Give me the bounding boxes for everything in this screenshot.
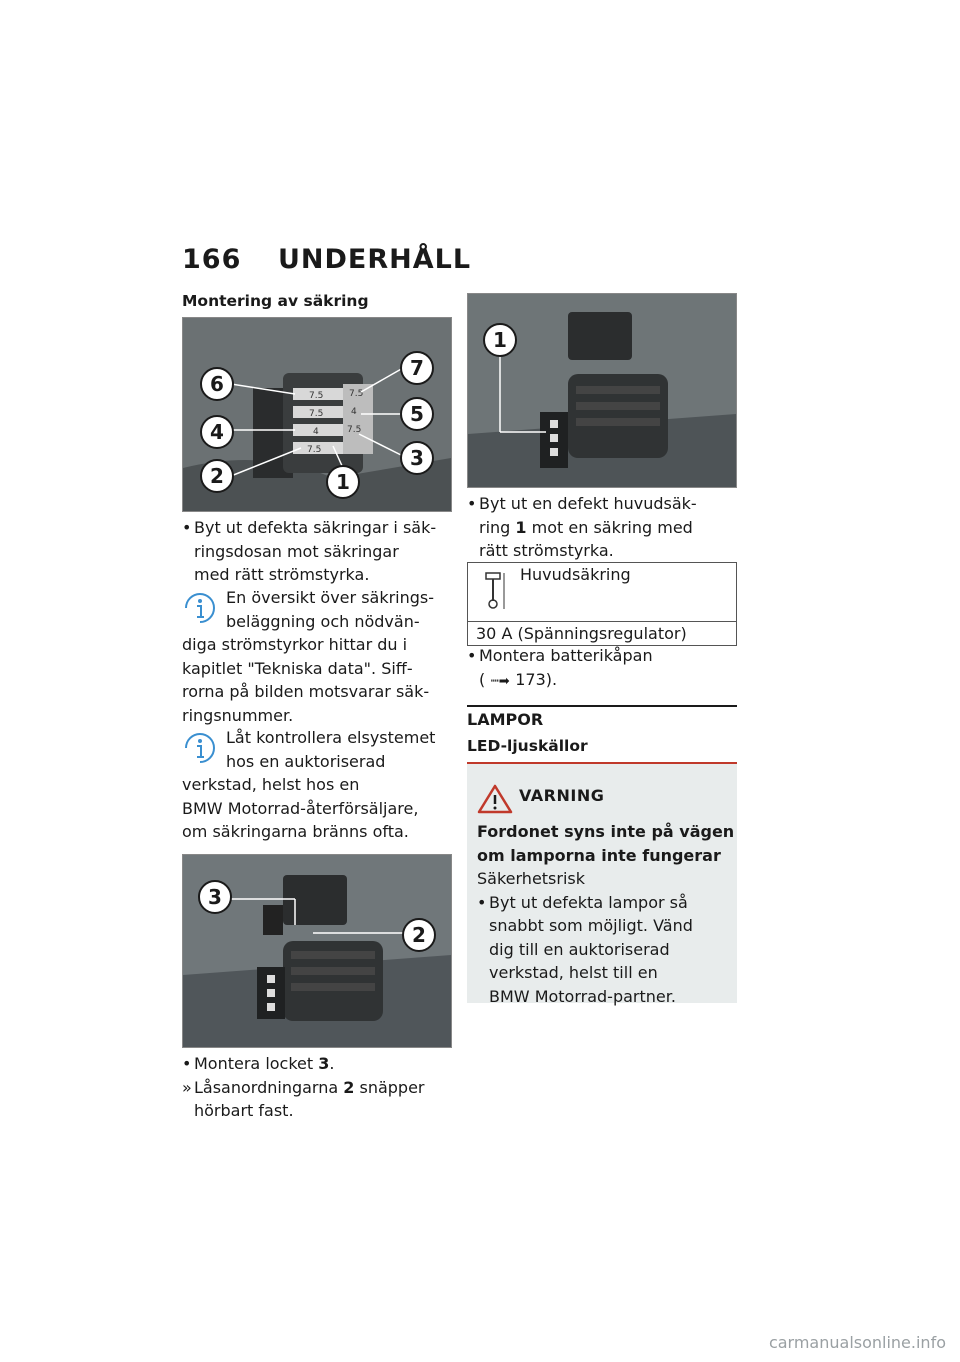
list-item-text: Montera locket <box>194 1054 319 1073</box>
note-line: verkstad, helst hos en <box>182 775 360 794</box>
list-item-line: ringsdosan mot säkringar <box>194 541 399 561</box>
callout-2: 2 <box>210 464 224 488</box>
callout-1: 1 <box>336 470 350 494</box>
warning-box <box>467 762 737 1006</box>
fuse-label: 4 <box>313 427 319 437</box>
list-item <box>467 492 737 563</box>
list-item-line: • Montera batterikåpan <box>479 646 653 665</box>
list-item <box>182 1052 452 1076</box>
callout-3: 3 <box>208 885 222 909</box>
info-note-1 <box>182 586 452 727</box>
list-item <box>182 516 452 587</box>
fuse-label: 7.5 <box>307 445 322 455</box>
warning-title: VARNING <box>519 786 605 805</box>
callout-4: 4 <box>210 420 224 444</box>
instruction-list-3 <box>467 492 737 563</box>
note-line: Låt kontrollera elsystemet <box>226 728 436 747</box>
warning-hazard-line: om lamporna inte fungerar <box>477 845 721 865</box>
section-divider <box>467 705 737 707</box>
subsection-title-led: LED-ljuskällor <box>467 737 588 755</box>
list-item-line: • Byt ut en defekt huvudsäk- <box>479 494 697 513</box>
list-item-line: • Byt ut defekta säkringar i säk- <box>194 518 437 537</box>
list-item-text: ring <box>479 517 516 537</box>
callout-7: 7 <box>410 356 424 380</box>
list-item-line: snabbt som möjligt. Vänd <box>489 916 693 935</box>
chapter-title: UNDERHÅLL <box>278 244 472 275</box>
result-text: Låsanordningarna <box>194 1077 344 1097</box>
note-line: rorna på bilden motsvarar säk- <box>182 682 430 701</box>
page-number: 166 <box>182 244 242 275</box>
list-item-line: BMW Motorrad-partner. <box>489 986 676 1006</box>
warning-risk: Säkerhetsrisk <box>477 869 586 888</box>
warning-hazard-line: Fordonet syns inte på vägen <box>477 822 735 841</box>
callout-3: 3 <box>410 446 424 470</box>
list-item-line: dig till en auktoriserad <box>489 939 670 959</box>
part-ref: 2 <box>343 1077 355 1097</box>
spec-value: 30 A (Spänningsregulator) <box>468 622 737 646</box>
part-ref: 3 <box>318 1054 330 1073</box>
note-line: hos en auktoriserad <box>226 751 386 771</box>
part-ref: 1 <box>515 517 527 537</box>
note-line: kapitlet "Tekniska data". Siff- <box>182 658 413 678</box>
spec-header-cell <box>468 563 737 622</box>
list-item-line: • Byt ut defekta lampor så <box>489 892 688 912</box>
info-icon <box>182 730 218 766</box>
page-reference[interactable]: 173). <box>515 669 558 689</box>
warning-action-list <box>477 891 735 1009</box>
main-fuse-photo <box>467 293 737 488</box>
fuse-cover-illustration <box>183 855 451 1047</box>
instruction-list-4 <box>467 644 737 693</box>
list-item: • Montera batterikåpan ( ┉➡ 173). <box>467 644 737 693</box>
result-item <box>182 1076 452 1123</box>
info-note-2 <box>182 726 452 844</box>
main-fuse-spec-table <box>467 562 737 646</box>
spec-header: Huvudsäkring <box>520 565 631 584</box>
list-item <box>477 891 735 1009</box>
fuse-box-photo <box>182 317 452 512</box>
note-line: ringsnummer. <box>182 705 294 725</box>
info-icon <box>182 590 218 626</box>
callout-5: 5 <box>410 402 424 426</box>
site-watermark: carmanualsonline.info <box>768 1333 946 1352</box>
list-item-line: med rätt strömstyrka. <box>194 565 370 584</box>
note-line: diga strömstyrkor hittar du i <box>182 635 408 654</box>
fuse-icon <box>482 571 508 611</box>
list-item-text: . <box>329 1054 335 1073</box>
main-fuse-illustration <box>468 294 736 487</box>
fuse-box-illustration <box>183 318 451 511</box>
instruction-list-2 <box>182 1052 452 1123</box>
callout-1: 1 <box>493 328 507 352</box>
section-title-fuse-mounting: Montering av säkring <box>182 292 369 310</box>
warning-triangle-icon <box>477 784 513 814</box>
fuse-label: 4 <box>351 407 357 417</box>
fuse-cover-photo <box>182 854 452 1048</box>
list-item-line: verkstad, helst till en <box>489 963 658 982</box>
page-header <box>182 244 471 275</box>
note-line: om säkringarna bränns ofta. <box>182 822 409 841</box>
section-title-lamps: LAMPOR <box>467 710 544 729</box>
result-text: hörbart fast. <box>194 1101 294 1120</box>
instruction-list-1 <box>182 516 452 587</box>
callout-6: 6 <box>210 372 224 396</box>
page-reference-arrow-icon[interactable]: ┉➡ <box>490 673 510 689</box>
callout-2: 2 <box>412 923 426 947</box>
note-line: En översikt över säkrings- <box>226 588 435 607</box>
list-item-line: rätt strömstyrka. <box>479 541 614 560</box>
note-line: BMW Motorrad-återförsäljare, <box>182 798 419 818</box>
fuse-label: 7.5 <box>309 409 324 419</box>
list-item-text: mot en säkring med <box>526 517 693 537</box>
fuse-label: 7.5 <box>349 389 364 399</box>
fuse-label: 7.5 <box>309 391 324 401</box>
note-line: beläggning och nödvän- <box>226 611 420 631</box>
fuse-label: 7.5 <box>347 425 362 435</box>
result-text: snäpper <box>354 1077 425 1097</box>
